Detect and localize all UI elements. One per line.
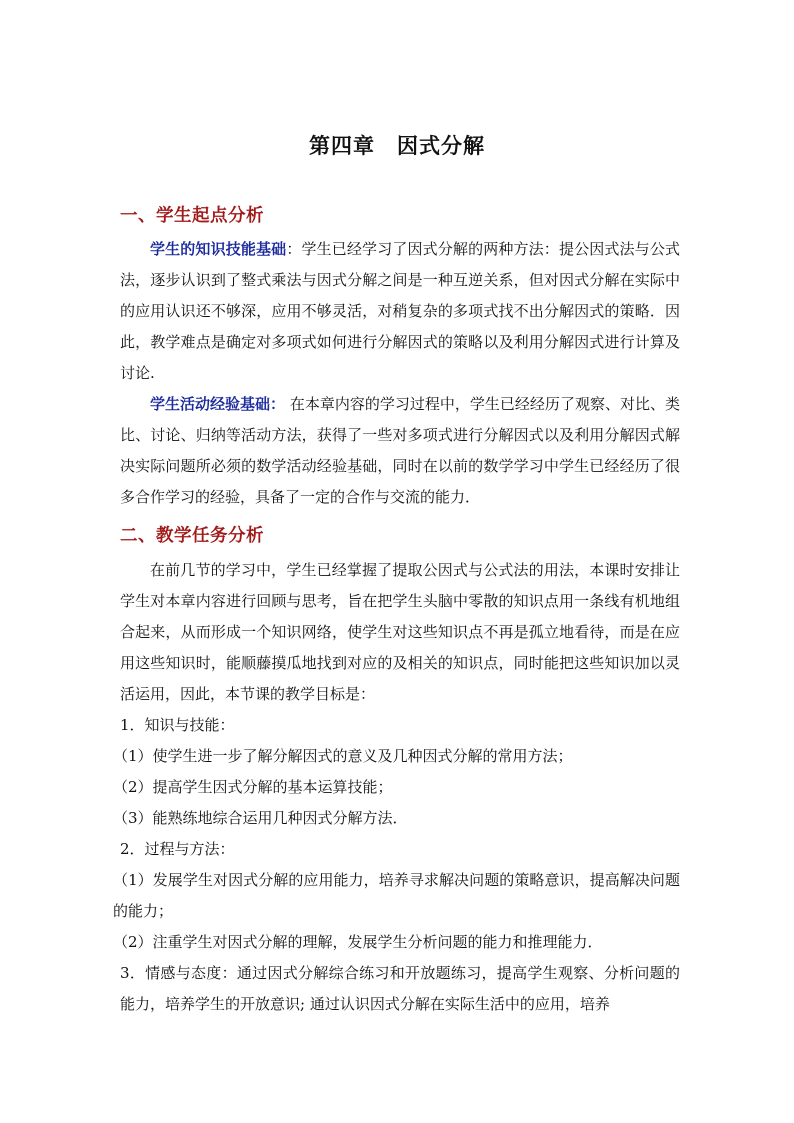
list-subitem: （2）注重学生对因式分解的理解，发展学生分析问题的能力和推理能力． <box>113 933 603 951</box>
paragraph-lead-colon: ： <box>286 240 302 258</box>
paragraph-lead-knowledge: 学生的知识技能基础 <box>150 240 287 258</box>
list-item-emotion-attitude: 3．情感与态度：通过因式分解综合练习和开放题练习，提高学生观察、分析问题的能力，培养学生的开放意识; 通过认识因式分解在实际生活中的应用，培养 <box>120 964 680 1013</box>
section-heading-student-analysis: 一、学生起点分析 <box>120 206 264 226</box>
list-item-knowledge-skills: 1．知识与技能： <box>120 716 235 734</box>
list-subitem: （2）提高学生因式分解的基本运算技能； <box>113 778 393 796</box>
chapter-title <box>0 130 794 160</box>
paragraph-body-knowledge: 学生已经学习了因式分解的两种方法：提公因式法与公式法，逐步认识到了整式乘法与因式分解之间是一种互逆关系，但对因式分解在实际中的应用认识还不够深，应用不够灵活，对稍复杂的多项式找不出分解因式的策略．因此，教学难点是确定对多项式如何进行分解因式的策略以及利用分解因式进行计算及讨论. <box>120 240 680 382</box>
paragraph-task-intro: 在前几节的学习中，学生已经掌握了提取公因式与公式法的用法，本课时安排让学生对本章内容进行回顾与思考，旨在把学生头脑中零散的知识点用一条线有机地组合起来，从而形成一个知识网络，使学生对这些知识点不再是孤立地看待，而是在应用这些知识时，能顺藤摸瓜地找到对应的及相关的知识点，同时能把这些知识加以灵活运用，因此，本节课的教学目标是： <box>120 561 680 703</box>
list-subitem: （1）使学生进一步了解分解因式的意义及几种因式分解的常用方法； <box>113 747 573 765</box>
list-subitem: （3）能熟练地综合运用几种因式分解方法． <box>113 809 408 827</box>
section-heading-task-analysis: 二、教学任务分析 <box>120 526 264 546</box>
chapter-number: 第四章 <box>309 133 375 158</box>
list-item-process-methods: 2．过程与方法： <box>120 840 235 858</box>
paragraph-lead-activity: 学生活动经验基础： <box>150 395 286 413</box>
chapter-name: 因式分解 <box>397 133 485 158</box>
paragraph-knowledge-foundation <box>120 234 680 389</box>
paragraph-activity-experience <box>120 389 680 513</box>
paragraph-body-activity: 在本章内容的学习过程中，学生已经经历了观察、对比、类比、讨论、归纳等活动方法，获得了一些对多项式进行分解因式以及利用分解因式解决实际问题所必须的数学活动经验基础，同时在以前的数学学习中学生已经经历了很多合作学习的经验，具备了一定的合作与交流的能力． <box>120 395 680 506</box>
list-subitem: （1）发展学生对因式分解的应用能力，培养寻求解决问题的策略意识，提高解决问题的能力； <box>113 871 680 920</box>
